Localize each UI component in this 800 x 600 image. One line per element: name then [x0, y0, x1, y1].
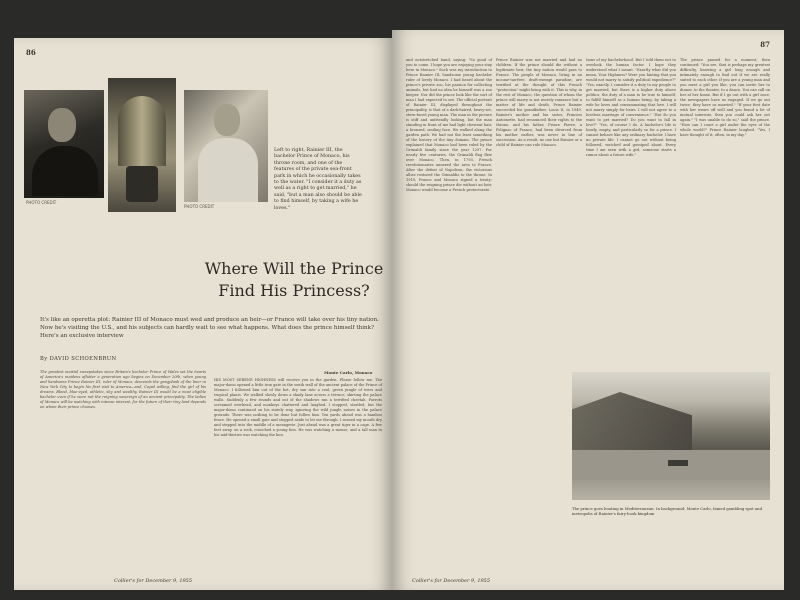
photo-prince-portrait — [24, 90, 104, 198]
intro-text: The greatest marital sweepstakes since Britain's bachelor Prince of Wales set the hearts of America's maidens aflutter a generation ago begins on December 20th, when young and handsome Prince Rainier III, ruler of Monaco, descends the gangplank of the liner in New York City to begin his first visit to America—and, Cupid willing, find the girl of his dreams. Blond, blue-eyed, athletic, shy and wealthy, Rainier III would be a most eligible bachelor even if he were not the reigning sovereign of an ancient principality. The ladies of Monaco will be watching with intense interest, for the future of their tiny land depends on whom their prince chooses. — [40, 370, 206, 409]
harbor-boat — [668, 460, 688, 466]
left-page — [14, 38, 392, 590]
article-intro-column — [40, 370, 206, 412]
article-column-4 — [680, 58, 770, 140]
photo-throne-room — [108, 78, 176, 212]
throne-drape — [118, 96, 166, 166]
article-column-2 — [496, 58, 582, 150]
sea-photo-face — [214, 104, 240, 136]
photo-caption: Left to right, Rainier III, the bachelor Prince of Monaco, his throne room, and one of the features of the private sea-front park in which he occasionally takes to the water. "I consider it a duty as well as a right to get married," he said, "but a man also should be able to find himself, by taking a wife he loves." — [274, 148, 362, 211]
article-lede: It's like an operetta plot: Rainier III of Monaco must wed and produce an heir—or France will take over his tiny nation. Now he's visiting the U.S., and his subjects can hardly wait to see what happens. What does the prince himself think? Here's an exclusive interview — [40, 317, 379, 339]
harbor-photo-caption: The prince goes boating in Mediterranean. In background: Monte Carlo, famed gambling spot and metropolis of Rainier's fairy-book kingdom — [572, 506, 763, 516]
sea-photo-body — [198, 138, 258, 202]
page-footer: Collier's for December 9, 1955 — [114, 578, 193, 584]
portrait-face — [48, 108, 76, 142]
page-number: 86 — [26, 48, 36, 57]
column-text: Prince Rainier was not married and had no children. If the prince should die without a legitimate heir, the tiny nation would pass to France. The people of Monaco, living in an income-tax-free, draft-exempt paradise, are terrified at the thought of this French "protection" might bring with it. This is why, in the rest of Monaco, the question of whom the prince will marry is not merely romance but a matter of life and death. Prince Rainier succeeded his grandfather, Louis II, in 1949. Rainier's mother and his sister, Princess Antoinette, had renounced their rights to the throne, and his father, Prince Pierre, a Polignac of France, had been divorced from his mother earlier, was never in line of succession. As a result, no one but Rainier or a child of Rainier can rule Monaco. — [496, 58, 582, 147]
article-byline: By DAVID SCHOENBRUN — [40, 356, 117, 362]
column-text: and outstretched hand, saying: "So good of you to come. I hope you are enjoying your stay here in Monaco." Such was my introduction to Prince Rainier III, handsome young bachelor ruler of lovely Monaco. I had heard about the prince's private zoo, his passion for collecting animals, but had no idea he himself was a zoo keeper. Nor did the prince look like the sort of man I had expected to see. The official portrait of Rainier III, displayed throughout the principality, is that of a dark-haired, heavy-set, stern-faced young man. The man in the picture is stiff and unfriendly looking, but the man standing in front of me had light chestnut hair, a bronzed, smiling face. We walked along the garden path. We had not the least something of the history of the tiny domain. The prince explained that Monaco had been ruled by the Grimaldi family since the year 1297. For nearly five centuries, the Grimaldi flag flew over Monaco. Then, in 1793, French revolutionaries annexed the area to France. After the defeat of Napoleon, the victorious allies restored the Grimaldis to the throne. In 1918, France and Monaco signed a treaty: should the reigning prince die without an heir, Monaco would become a French protectorate. — [406, 58, 492, 192]
right-page — [392, 30, 784, 590]
column-text: tions of my bachelorhood. But I told them not to overlook the human factor. I hope they understood what I meant. "Exactly what did you mean, Your Highness? Were you hinting that you would not marry to satisfy political expedience?" "Yes, exactly. I consider it a duty to my people to get married, but there is a higher duty above politics, the duty of a man to be true to himself, to fulfill himself as a human being, by taking a wife he loves and consummating that love. I will not marry simply for heirs. I will not agree to a loveless marriage of convenience." "But do you want to get married? Do you want to fall in love?" "Yes, of course I do. A bachelor's life is lonely, empty, and particularly so for a prince. I cannot behave like any ordinary bachelor. I have no private life. I cannot go out without being followed, watched and gossiped about. Every time I am seen with a girl, someone starts a rumor about a future wife." — [586, 58, 676, 157]
harbor-cliff — [572, 392, 692, 450]
dateline: Monte Carlo, Monaco — [324, 370, 373, 375]
article-column-1 — [406, 58, 492, 195]
column-text: HIS MOST SERENE HIGHNESS will receive you in the garden. Please follow me. The major-domo opened a little iron gate in the south wall of the ancient palace of the Prince of Monaco. I followed him out of the hot, dry sun into a cool, green jungle of trees and tropical plants. We walked slowly down a shady lane across a terrace, skirting the palace walls. Suddenly a few rounds and out of the shadows ran a terrified cheetah. Parrots screamed overhead, and monkeys chattered and laughed. I stopped, startled, but the major-domo continued on his stately way, ignoring the wild jungle noises in the palace grounds. There was nothing to be done but follow him. Ten yards ahead was a bamboo fence. He opened a small gate and stepped aside to let me through. I sensed my mouth dry and stepped into the middle of a menagerie. Just ahead was a great tiger in a cage. A few feet away, on a rock, crouched a young lion. He was watching a mouse, and a tall man in his mid-thirties was watching the lion. — [214, 378, 382, 437]
page-footer: Collier's for December 9, 1955 — [412, 578, 491, 584]
column-text: The prince paused for a moment, then continued: "You see, that is perhaps my greatest difficulty, knowing a girl long enough and intimately enough to find out if we are really suited to each other. If you are a young man and you meet a girl you like, you can invite her to dinner, to the theater, to a dance. You can call on her at her home. But if I go out with a girl once, the newspapers have us engaged. If we go out twice, they have us married." "If your first date with her wears off well and you found a lot of mutual interests, then you could ask her out again." "I was unable to do so," said the prince. "How can I court a girl under the eyes of the whole world?" Prince Rainier laughed. "Yes, I have thought of it, often, in my day." — [680, 58, 770, 137]
photo-credit: PHOTO CREDIT — [184, 204, 215, 209]
photo-credit: PHOTO CREDIT — [26, 200, 57, 205]
article-headline: Where Will the Prince Find His Princess? — [204, 259, 384, 300]
photo-monte-carlo-harbor — [572, 372, 770, 500]
article-column-2 — [214, 378, 382, 440]
portrait-suit — [32, 146, 98, 196]
photo-prince-sea — [184, 90, 268, 202]
article-column-3 — [586, 58, 676, 160]
page-number: 87 — [760, 40, 770, 49]
throne-chair — [126, 166, 158, 202]
